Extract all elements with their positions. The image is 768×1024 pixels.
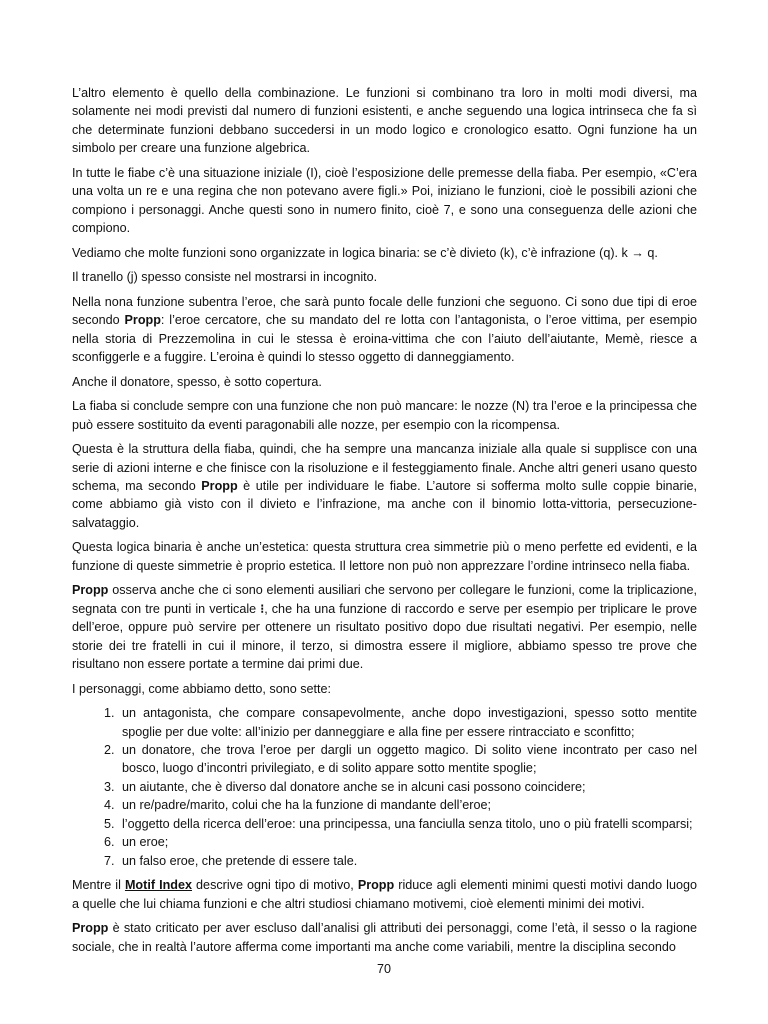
author-name: Propp (72, 583, 109, 598)
list-item: 6. un eroe; (118, 833, 697, 851)
paragraph-tranello: Il tranello (j) spesso consiste nel mostrarsi in incognito. (72, 270, 378, 285)
paragraph-donatore: Anche il donatore, spesso, è sotto copertura. (72, 374, 322, 389)
list-item: 2. un donatore, che trova l’eroe per dargli un oggetto magico. Di solito viene incontrato per caso nel bosco, luogo d’incontri privilegiato, e di solito appare sotto mentite spoglie; (118, 741, 697, 778)
list-item: 5. l’oggetto della ricerca dell’eroe: una principessa, una fanciulla senza titolo, uno o più fratelli scomparsi; (118, 815, 697, 833)
page-number: 70 (376, 962, 391, 976)
paragraph-nona-funzione (72, 293, 697, 367)
document-page (72, 84, 697, 962)
paragraph-elementi-ausiliari (72, 581, 697, 673)
paragraph-estetica: Questa logica binaria è anche un’estetica: questa struttura crea simmetrie più o meno perfette ed evidenti, e la funzione di queste simmetrie è proprio estetica. Il lettore non può non apprezzare l’ordine intrinseco nella fiaba. (72, 540, 697, 573)
list-item: 3. un aiutante, che è diverso dal donatore anche se in alcuni casi possono coincidere; (118, 778, 697, 796)
author-name: Propp (201, 479, 238, 494)
text-span: è stato criticato per aver escluso dall’analisi gli attributi dei personaggi, come l’età, il sesso o la ragione sociale, che in realtà l’autore afferma come importanti ma anche come variabili, mentre la disciplina secondo (72, 921, 697, 954)
text-span: descrive ogni tipo di motivo, (191, 878, 358, 893)
text-span: , che ha una funzione di raccordo e serve per esempio per triplicare le prove dell’eroe, oppure può servire per ottenere un risultato positivo dopo due risultati negativi. Per esempio, nelle storie dei tre fratelli in cui il minore, il terzo, si dimostra essere il migliore, abbiamo spesso tre prove che risultano non essere portate a termine dai primi due. (72, 601, 697, 672)
text-span: : l’eroe cercatore, che su mandato del re lotta con l’antagonista, o l’eroe vittima, per esempio nella storia di Prezzemolina in cui le stessa è eroina-vittima che con l’aiuto dell’aiutante, Memè, riesce a sconfiggerle e a fuggire. L’eroina è quindi lo stesso oggetto di danneggiamento. (72, 313, 697, 365)
paragraph-situazione-iniziale: In tutte le fiabe c’è una situazione iniziale (I), cioè l’esposizione delle premesse della fiaba. Per esempio, «C’era una volta un re e una regina che non potevano avere figli.» Poi, iniziano le funzioni, cioè le possibili azioni che compiono i personaggi. Anche questi sono in numero finito, cioè 7, e sono una conseguenza delle azioni che compiono. (72, 165, 697, 236)
characters-list (72, 704, 697, 870)
list-item: 7. un falso eroe, che pretende di essere tale. (118, 852, 697, 870)
triplication-symbol: ⁝ (260, 601, 265, 616)
author-name: Propp (357, 878, 395, 893)
author-name: Propp (124, 313, 161, 328)
text-span: osserva anche che ci sono elementi ausiliari che servono per collegare le funzioni, come la triplicazione, segnata con tre punti in verticale (72, 583, 697, 616)
text-span: è utile per individuare le fiabe. L’autore si sofferma molto sulle coppie binarie, come abbiamo già visto con il divieto e l’infrazione, ma anche con il binomio lotta-vittoria, persecuzione-salvataggio. (72, 479, 697, 530)
text-span: Mentre il (72, 878, 125, 893)
author-name: Propp (72, 921, 109, 936)
paragraph-struttura-fiaba (72, 440, 697, 532)
text-span: riduce agli elementi minimi questi motivi dando luogo a quelle che lui chiama funzioni e che altri studiosi chiamano motivemi, cioè elementi minimi dei motivi. (72, 878, 697, 911)
paragraph-motif-index (72, 876, 697, 913)
motif-index-link[interactable]: Motif Index (124, 878, 192, 893)
paragraph-logica-binaria: Vediamo che molte funzioni sono organizzate in logica binaria: se c’è divieto (k), c’è infrazione (q). k → q. (72, 245, 658, 260)
text-span: Questa è la struttura della fiaba, quindi, che ha sempre una mancanza iniziale alla quale si supplisce con una serie di azioni interne e che finisce con la risoluzione e il festeggiamento finale. Anche altri generi usano questo schema, ma secondo (72, 442, 697, 494)
paragraph-nozze: La fiaba si conclude sempre con una funzione che non può mancare: le nozze (N) tra l’eroe e la principessa che può essere sostituito da eventi paragonabili alle nozze, per esempio con la ricompensa. (72, 399, 697, 432)
paragraph-critica (72, 919, 697, 956)
list-item: 1. un antagonista, che compare consapevolmente, anche dopo investigazioni, spesso sotto mentite spoglie per due volte: all’inizio per danneggiare e alla fine per essere rintracciato e sconfitto; (118, 704, 697, 741)
list-item: 4. un re/padre/marito, colui che ha la funzione di mandante dell’eroe; (118, 796, 697, 814)
paragraph-personaggi-intro: I personaggi, come abbiamo detto, sono sette: (72, 681, 332, 696)
text-span: Nella nona funzione subentra l’eroe, che sarà punto focale delle funzioni che seguono. Ci sono due tipi di eroe secondo (72, 294, 697, 328)
paragraph-combinazione: L’altro elemento è quello della combinazione. Le funzioni si combinano tra loro in molti modi diversi, ma solamente nei modi previsti dal numero di funzioni esistenti, e anche seguendo una logica intrinseca che fa sì che determinate funzioni debbano succedersi in un modo logico e cronologico esatto. Ogni funzione ha un simbolo per creare una funzione algebrica. (72, 86, 697, 156)
